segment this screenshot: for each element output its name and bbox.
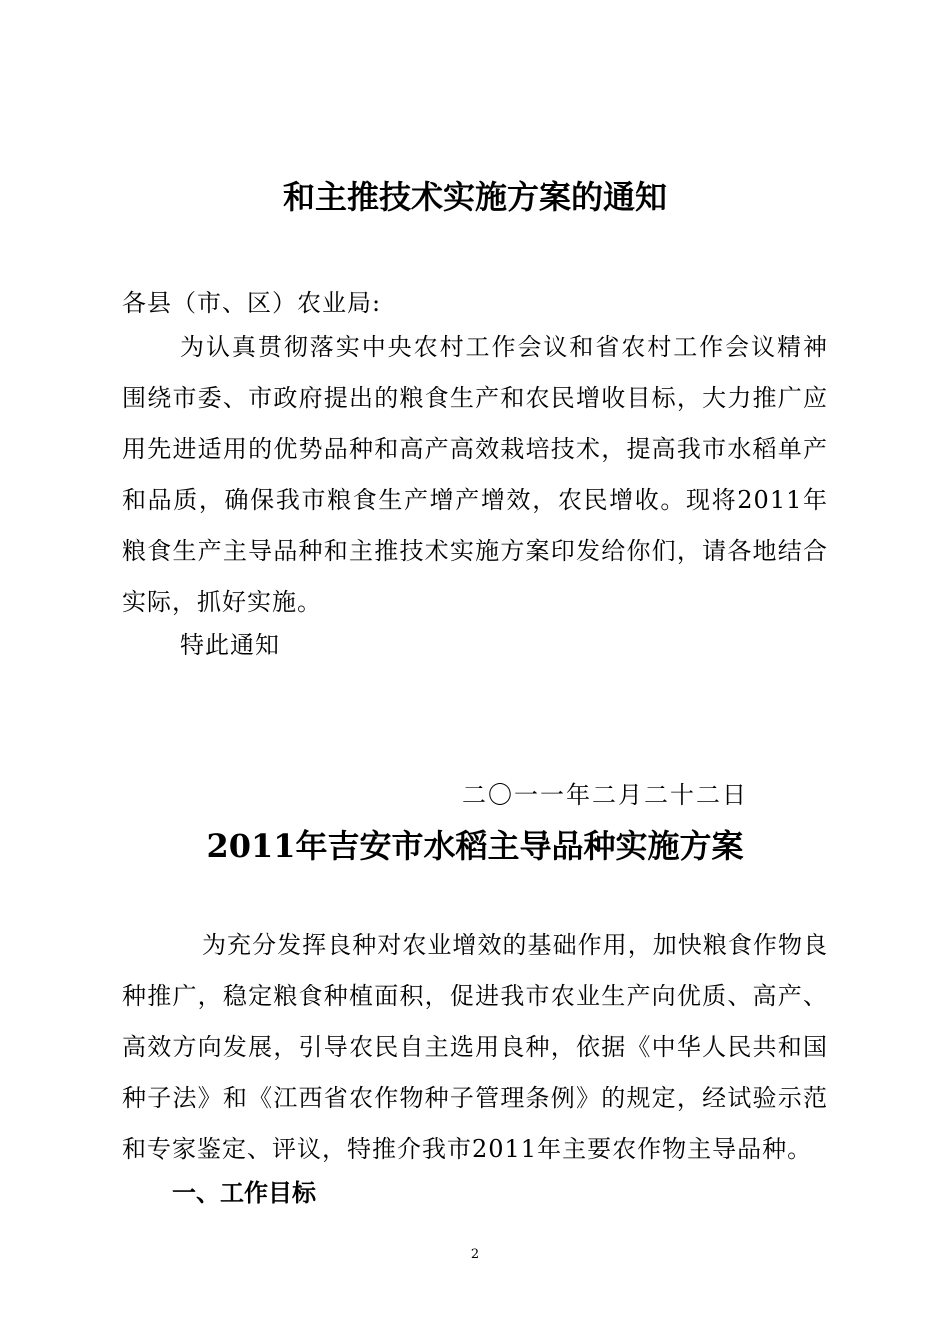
notice-paragraph: 为认真贯彻落实中央农村工作会议和省农村工作会议精神围绕市委、市政府提出的粮食生产和农民增收目标，大力推广应用先进适用的优势品种和高产高效栽培技术，提高我市水稻单产和品质，确保我市粮食生产增产增效，农民增收。现将2011年粮食生产主导品种和主推技术实施方案印发给你们，请各地结合实际，抓好实施。 (122, 333, 828, 616)
plan-title: 2011年吉安市水稻主导品种实施方案 (206, 827, 744, 865)
date-line: 二〇一一年二月二十二日 (462, 781, 748, 809)
closing-line: 特此通知 (180, 631, 280, 659)
plan-intro-paragraph: 为充分发挥良种对农业增效的基础作用，加快粮食作物良种推广，稳定粮食种植面积，促进我市农业生产向优质、高产、高效方向发展，引导农民自主选用良种，依据《中华人民共和国种子法》和《江西省农作物种子管理条例》的规定，经试验示范和专家鉴定、评议，特推介我市2011年主要农作物主导品种。 (122, 931, 828, 1163)
notice-title: 和主推技术实施方案的通知 (282, 178, 667, 216)
salutation: 各县（市、区）农业局: (122, 289, 382, 317)
page-number: 2 (470, 1247, 480, 1262)
section-heading: 一、工作目标 (172, 1179, 316, 1207)
